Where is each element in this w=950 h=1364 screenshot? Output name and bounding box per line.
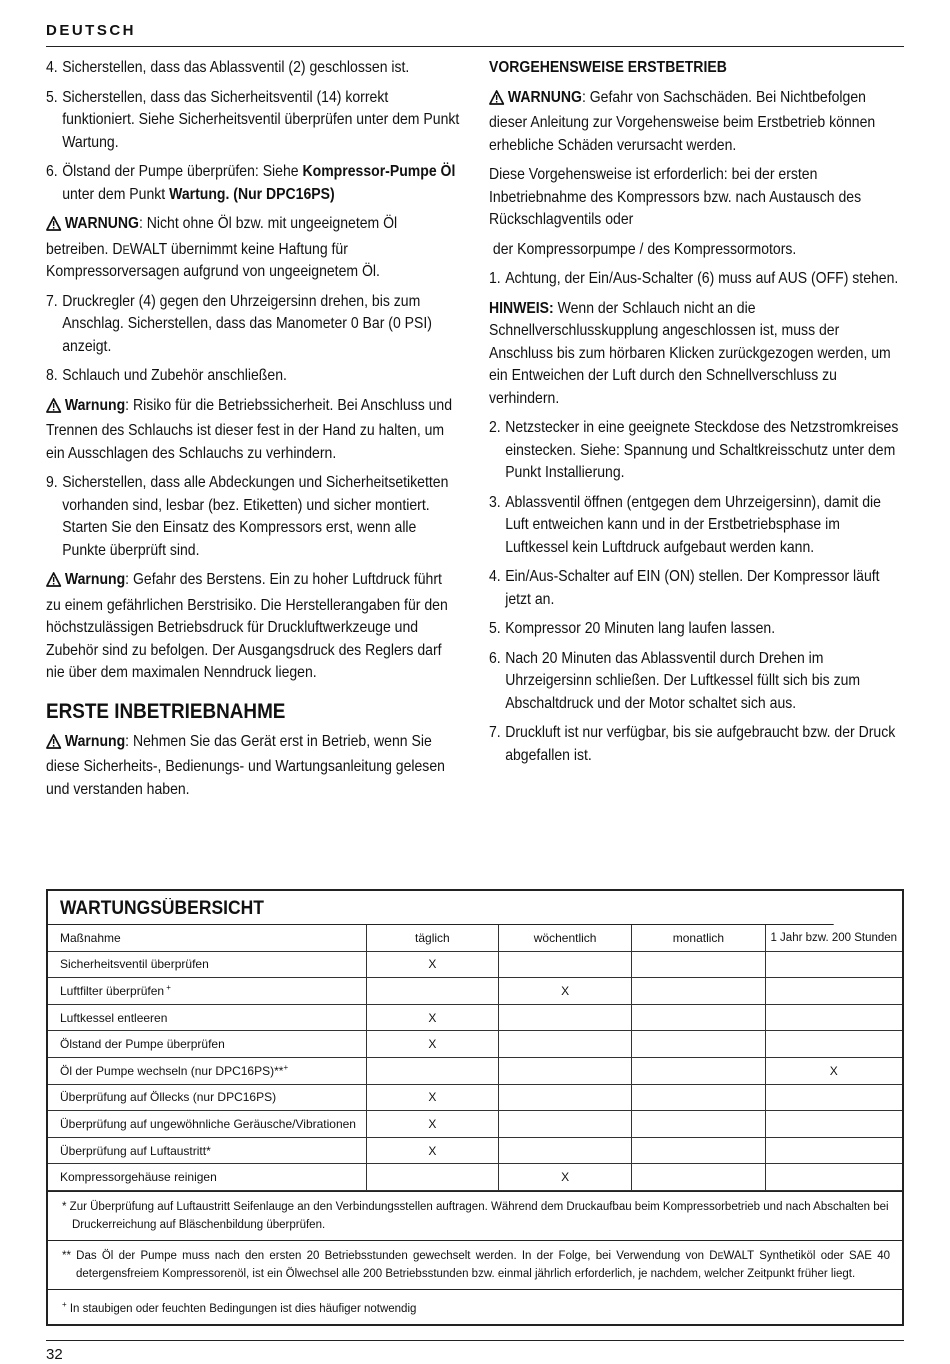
table-cell xyxy=(498,951,631,978)
footnote-dusty-conditions: + In staubigen oder feuchten Bedingungen ist dies häufiger notwendig xyxy=(48,1289,902,1324)
table-cell xyxy=(765,1004,902,1031)
table-cell: X xyxy=(366,951,498,978)
footnote-air-leak: * Zur Überprüfung auf Luftaustritt Seifenlauge an den Verbindungsstellen auftragen. Während dem Druckaufbau beim Kompressorbetrieb und nach Abschalten bei Druckerreichung auf Bläschenbildung überprüfen. xyxy=(48,1191,902,1240)
paragraph: der Kompressorpumpe / des Kompressormotors. xyxy=(489,240,797,258)
table-cell xyxy=(765,1031,902,1058)
table-cell xyxy=(765,1111,902,1138)
paragraph: Diese Vorgehensweise ist erforderlich: bei der ersten Inbetriebnahme des Kompressors bzw. nach Austausch des Rückschlagventils oder xyxy=(489,166,862,228)
table-cell xyxy=(498,1031,631,1058)
warning-triangle-icon xyxy=(46,734,61,757)
right-column xyxy=(489,57,905,774)
table-row xyxy=(48,1084,902,1111)
column-header: wöchentlich xyxy=(498,925,631,951)
column-header: täglich xyxy=(366,925,498,951)
table-cell xyxy=(632,1137,765,1164)
list-item: 7. Druckluft ist nur verfügbar, bis sie aufgebraucht bzw. der Druck abgefallen ist. xyxy=(489,724,896,764)
table-row xyxy=(48,1004,902,1031)
page-number: 32 xyxy=(46,1346,63,1363)
table-cell xyxy=(765,951,902,978)
left-column xyxy=(46,57,460,808)
table-cell: X xyxy=(366,1031,498,1058)
row-label: Öl der Pumpe wechseln (nur DPC16PS)**+ xyxy=(48,1057,366,1084)
table-cell xyxy=(632,978,765,1005)
table-cell xyxy=(765,1137,902,1164)
list-item: 6. Nach 20 Minuten das Ablassventil durch Drehen im Uhrzeigersinn schließen. Der Luftkessel füllt sich bis zum Abschaltdruck und der Motor schaltet sich aus. xyxy=(489,649,861,712)
row-label: Ölstand der Pumpe überprüfen xyxy=(48,1031,366,1058)
table-cell xyxy=(632,1084,765,1111)
list-item: 5. Kompressor 20 Minuten lang laufen lassen. xyxy=(489,620,776,637)
table-cell xyxy=(632,1057,765,1084)
row-label: Überprüfung auf Öllecks (nur DPC16PS) xyxy=(48,1084,366,1111)
table-row xyxy=(48,951,902,978)
warning-triangle-icon xyxy=(46,216,61,239)
table-cell: X xyxy=(366,1111,498,1138)
table-cell xyxy=(632,1004,765,1031)
list-item: 5. Sicherstellen, dass das Sicherheitsventil (14) korrekt funktioniert. Siehe Sicherheitsventil überprüfen unter dem Punkt Wartung. xyxy=(46,88,460,151)
row-label: Überprüfung auf Luftaustritt* xyxy=(48,1137,366,1164)
table-cell: X xyxy=(366,1084,498,1111)
warning-paragraph: Warnung: Nehmen Sie das Gerät erst in Betrieb, wenn Sie diese Sicherheits-, Bedienungs- und Wartungsanleitung gelesen und verstanden haben. xyxy=(46,732,445,798)
table-cell xyxy=(366,978,498,1005)
warning-triangle-icon xyxy=(46,398,61,421)
row-label: Luftkessel entleeren xyxy=(48,1004,366,1031)
warning-triangle-icon xyxy=(489,90,504,113)
list-item: 9. Sicherstellen, dass alle Abdeckungen und Sicherheitsetiketten vorhanden sind, lesbar (bez. Etiketten) und sicher montiert. Starten Sie den Einsatz des Kompressors erst, wenn alle Punkte überprüft sind. xyxy=(46,474,449,559)
table-cell xyxy=(498,1111,631,1138)
footer-rule xyxy=(46,1340,904,1341)
row-label: Kompressorgehäuse reinigen xyxy=(48,1164,366,1191)
warning-paragraph: Warnung: Gefahr des Berstens. Ein zu hoher Luftdruck führt zu einem gefährlichen Berstrisiko. Die Herstellerangaben für den höchstzulässigen Betriebsdruck für Druckluftwerkzeuge und Zubehör sind zu befolgen. Der Ausgangsdruck des Reglers darf nie über dem maximalen Nenndruck liegen. xyxy=(46,571,448,681)
table-title: WARTUNGSÜBERSICHT xyxy=(48,891,834,925)
column-header: Maßnahme xyxy=(48,925,366,951)
table-row xyxy=(48,1164,902,1191)
warning-paragraph: WARNUNG: Gefahr von Sachschäden. Bei Nichtbefolgen dieser Anleitung zur Vorgehensweise beim Erstbetrieb können erhebliche Schäden verursacht werden. xyxy=(489,88,876,154)
list-item: 6. Ölstand der Pumpe überprüfen: Siehe Kompressor-Pumpe Öl unter dem Punkt Wartung. (Nur DPC16PS) xyxy=(46,163,456,203)
list-item: 4. Ein/Aus-Schalter auf EIN (ON) stellen. Der Kompressor läuft jetzt an. xyxy=(489,568,880,608)
table-cell xyxy=(498,1084,631,1111)
table-cell: X xyxy=(765,1057,902,1084)
list-item: 1. Achtung, der Ein/Aus-Schalter (6) muss auf AUS (OFF) stehen. xyxy=(489,270,899,287)
footnote-oil-change: ** Das Öl der Pumpe muss nach den ersten 20 Betriebsstunden gewechselt werden. In der Folge, bei Verwendung von DEWALT Synthetiköl oder SAE 40 detergensfreiem Kompressorenöl, ist ein Ölwechsel alle 200 Betriebsstunden bzw. einmal jährlich erforderlich, je nachdem, welcher Zeitpunkt früher liegt. xyxy=(48,1240,902,1289)
warning-paragraph: Warnung: Risiko für die Betriebssicherheit. Bei Anschluss und Trennen des Schlauchs ist dieser fest in der Hand zu halten, um ein Ausschlagen des Schlauchs zu verhindern. xyxy=(46,396,453,462)
list-item: 8. Schlauch und Zubehör anschließen. xyxy=(46,367,287,384)
subheading: VORGEHENSWEISE ERSTBETRIEB xyxy=(489,59,727,76)
table-cell xyxy=(498,1004,631,1031)
table-header-row xyxy=(48,925,902,951)
list-item: 2. Netzstecker in eine geeignete Steckdose des Netzstromkreises einstecken. Siehe: Spannung und Schaltkreisschutz unter dem Punkt Installierung. xyxy=(489,419,899,481)
table-row xyxy=(48,1057,902,1084)
section-heading: ERSTE INBETRIEBNAHME xyxy=(46,699,286,723)
list-item: 4. Sicherstellen, dass das Ablassventil (2) geschlossen ist. xyxy=(46,59,410,76)
table-row xyxy=(48,978,902,1005)
warning-triangle-icon xyxy=(46,572,61,595)
list-item: 7. Druckregler (4) gegen den Uhrzeigersinn drehen, bis zum Anschlag. Sicherstellen, dass das Manometer 0 Bar (0 PSI) anzeigt. xyxy=(46,292,432,355)
table-cell xyxy=(765,978,902,1005)
table-row xyxy=(48,1111,902,1138)
table-cell: X xyxy=(366,1004,498,1031)
table-cell xyxy=(498,1137,631,1164)
column-header: 1 Jahr bzw. 200 Stunden xyxy=(765,925,902,951)
maintenance-table xyxy=(46,889,904,1326)
row-label: Luftfilter überprüfen + xyxy=(48,978,366,1005)
warning-paragraph: WARNUNG: Nicht ohne Öl bzw. mit ungeeignetem Öl betreiben. DEWALT übernimmt keine Haftung für Kompressorversagen aufgrund von ungeeignetem Öl. xyxy=(46,215,398,280)
table-cell xyxy=(498,1057,631,1084)
list-item: 3. Ablassventil öffnen (entgegen dem Uhrzeigersinn), damit die Luft entweichen kann und in der Erstbetriebsphase im Luftkessel kein Luftdruck aufgebaut werden kann. xyxy=(489,493,881,556)
table-row xyxy=(48,1031,902,1058)
table-cell: X xyxy=(498,978,631,1005)
maintenance-grid xyxy=(48,925,902,1191)
table-cell xyxy=(632,1111,765,1138)
table-cell xyxy=(366,1164,498,1191)
section-language-header: DEUTSCH xyxy=(46,22,137,39)
row-label: Sicherheitsventil überprüfen xyxy=(48,951,366,978)
table-cell xyxy=(765,1084,902,1111)
column-header: monatlich xyxy=(632,925,765,951)
header-rule xyxy=(46,46,904,47)
note-paragraph: HINWEIS: Wenn der Schlauch nicht an die Schnellverschlusskupplung angeschlossen ist, muss der Anschluss bis zum hörbaren Klicken zurückgezogen werden, um ein Entweichen der Luft durch den Schnellverschluss zu verhindern. xyxy=(489,299,891,407)
table-cell xyxy=(632,1164,765,1191)
row-label: Überprüfung auf ungewöhnliche Geräusche/Vibrationen xyxy=(48,1111,366,1138)
table-cell xyxy=(632,951,765,978)
table-cell xyxy=(366,1057,498,1084)
table-row xyxy=(48,1137,902,1164)
table-cell: X xyxy=(366,1137,498,1164)
table-cell xyxy=(765,1164,902,1191)
table-cell xyxy=(632,1031,765,1058)
table-cell: X xyxy=(498,1164,631,1191)
